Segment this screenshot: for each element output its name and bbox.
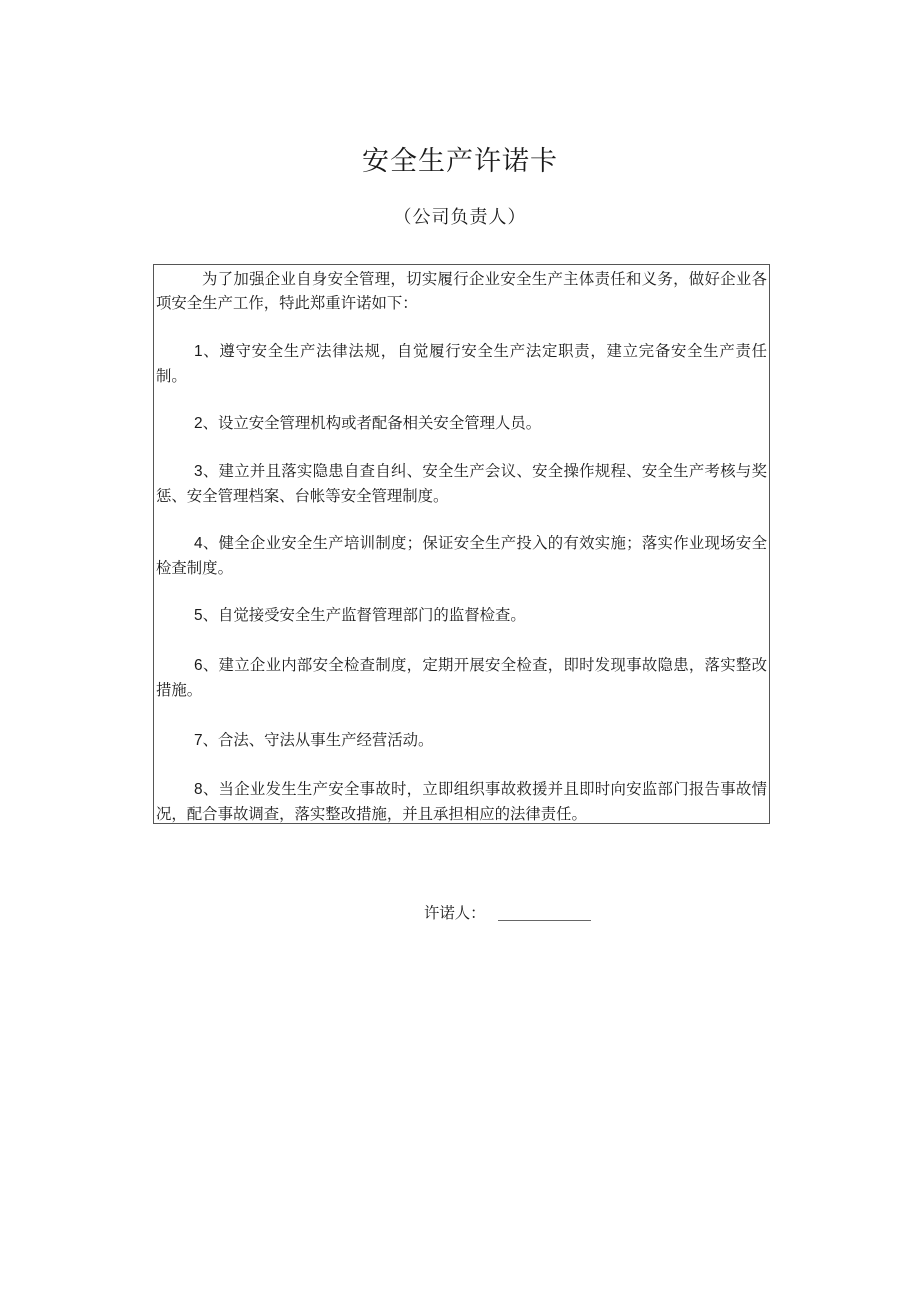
item-text: 、建立企业内部安全检查制度，定期开展安全检查，即时发现事故隐患，落实整改措施。 — [156, 656, 767, 699]
item-number: 2 — [194, 415, 203, 432]
item-text: 、建立并且落实隐患自查自纠、安全生产会议、安全操作规程、安全生产考核与奖惩、安全管理档案、台帐等安全管理制度。 — [156, 462, 767, 505]
intro-paragraph: 为了加强企业自身安全管理，切实履行企业安全生产主体责任和义务，做好企业各项安全生产工作，特此郑重许诺如下： — [156, 270, 767, 312]
commitment-item-2 — [156, 411, 767, 436]
item-text: 、自觉接受安全生产监督管理部门的监督检查。 — [202, 606, 526, 624]
commitment-item-6 — [156, 653, 767, 702]
item-number: 7 — [194, 732, 203, 749]
item-number: 6 — [194, 657, 203, 674]
commitment-item-3 — [156, 459, 767, 508]
document-subtitle: （公司负责人） — [393, 207, 527, 228]
item-text: 、遵守安全生产法律法规，自觉履行安全生产法定职责，建立完备安全生产责任制。 — [156, 342, 767, 385]
item-number: 8 — [194, 781, 203, 798]
item-text: 、健全企业安全生产培训制度；保证安全生产投入的有效实施；落实作业现场安全检查制度。 — [156, 534, 767, 577]
item-number: 5 — [194, 607, 203, 624]
item-number: 4 — [194, 535, 203, 552]
item-text: 、当企业发生生产安全事故时，立即组织事故救援并且即时向安监部门报告事故情况，配合事故调查，落实整改措施，并且承担相应的法律责任。 — [156, 780, 767, 823]
item-text: 、设立安全管理机构或者配备相关安全管理人员。 — [202, 414, 542, 432]
commitment-box — [153, 264, 770, 824]
commitment-item-4 — [156, 531, 767, 580]
signature-area — [424, 900, 591, 926]
item-number: 1 — [194, 343, 203, 360]
signature-line[interactable] — [498, 902, 591, 921]
document-title: 安全生产许诺卡 — [362, 146, 558, 177]
item-text: 、合法、守法从事生产经营活动。 — [202, 731, 434, 749]
item-number: 3 — [194, 463, 203, 480]
signature-label: 许诺人： — [424, 904, 486, 922]
commitment-item-1 — [156, 339, 767, 388]
commitment-item-7 — [156, 728, 767, 753]
commitment-item-8 — [156, 777, 767, 826]
commitment-item-5 — [156, 603, 767, 628]
